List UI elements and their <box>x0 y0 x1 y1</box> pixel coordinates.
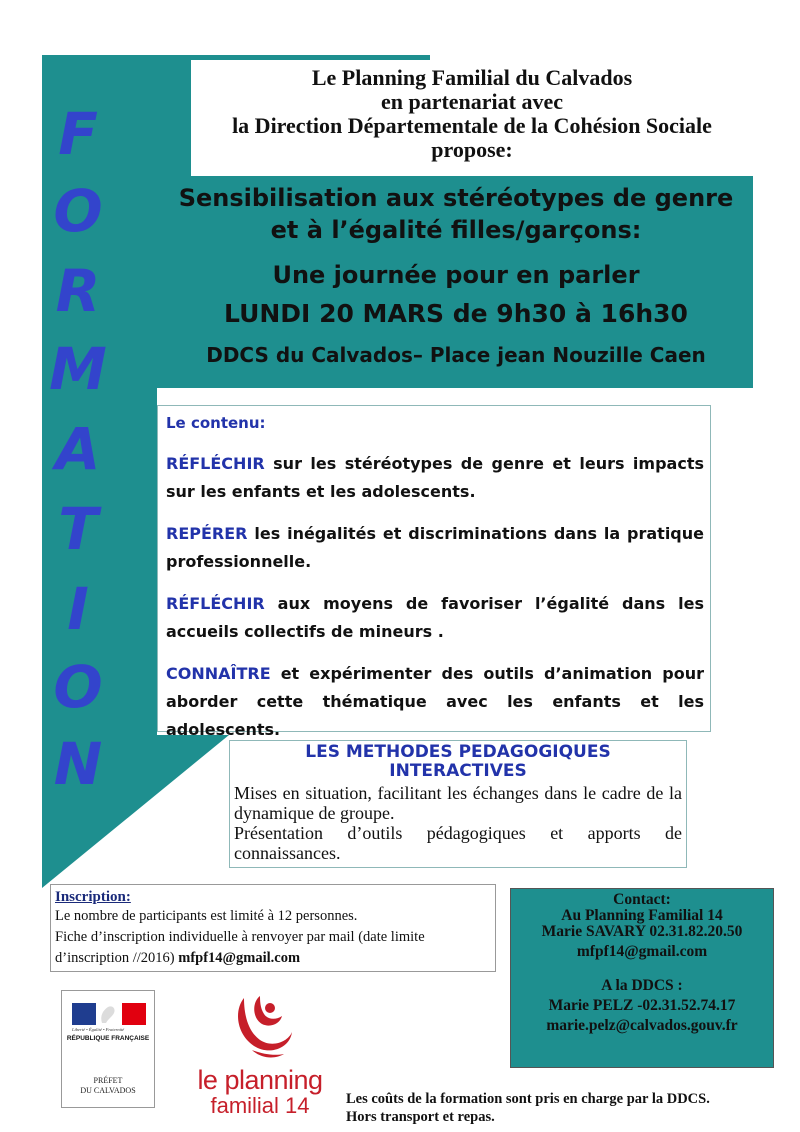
content-box <box>157 405 711 739</box>
content-keyword: RÉFLÉCHIR <box>166 454 265 473</box>
letter-i: I <box>67 575 89 643</box>
event-place: DDCS du Calvados– Place jean Nouzille Caen <box>206 343 706 367</box>
republic-tagline: Liberté • Égalité • Fraternité <box>72 1027 125 1032</box>
footer-line-1: Les coûts de la formation sont pris en charge par la DDCS. <box>346 1091 710 1107</box>
content-heading: Le contenu: <box>166 414 266 432</box>
planning-familial-swirl-icon <box>230 990 294 1064</box>
contact-email-2[interactable]: marie.pelz@calvados.gouv.fr <box>546 1017 738 1034</box>
content-item <box>166 450 704 506</box>
header-line-1: Le Planning Familial du Calvados <box>311 65 633 90</box>
methods-box <box>229 740 687 868</box>
content-item <box>166 520 704 576</box>
methods-title-2: INTERACTIVES <box>389 761 527 781</box>
content-text: sur les stéréotypes de genre et leurs impacts sur les enfants et les adolescents. <box>166 454 704 501</box>
methods-text-1: Mises en situation, facilitant les échanges dans le cadre de la dynamique de groupe. <box>234 783 682 823</box>
footer-line-2: Hors transport et repas. <box>346 1109 495 1125</box>
header-box <box>191 60 753 176</box>
letter-o-2: O <box>53 653 103 721</box>
letter-a: A <box>55 415 101 483</box>
contact-box <box>510 888 774 1068</box>
contact-person-1: Marie SAVARY 02.31.82.20.50 <box>541 923 743 940</box>
inscription-line-2 <box>55 927 491 969</box>
content-text: les inégalités et discriminations dans la pratique professionnelle. <box>166 524 704 571</box>
letter-m: M <box>49 335 107 403</box>
inscription-box <box>50 884 496 972</box>
contact-email-1[interactable]: mfpf14@gmail.com <box>576 943 708 960</box>
content-text: aux moyens de favoriser l’égalité dans les accueils collectifs de mineurs . <box>166 594 704 641</box>
inscription-line-1: Le nombre de participants est limité à 12 personnes. <box>55 908 358 924</box>
contact-org-2: A la DDCS : <box>601 977 683 994</box>
letter-o: O <box>53 177 103 245</box>
marianne-flag-icon <box>72 1003 146 1025</box>
letter-f: F <box>58 100 98 168</box>
contact-person-2: Marie PELZ -02.31.52.74.17 <box>548 997 736 1014</box>
content-keyword: REPÉRER <box>166 524 248 543</box>
republique-francaise-logo <box>61 990 155 1108</box>
letter-t: T <box>58 495 98 563</box>
prefet-line-1: PRÉFET <box>93 1076 123 1085</box>
content-keyword: RÉFLÉCHIR <box>166 594 265 613</box>
letter-n: N <box>53 730 103 798</box>
content-keyword: CONNAÎTRE <box>166 664 271 683</box>
event-info <box>160 178 752 388</box>
methods-text-2: Présentation d’outils pédagogiques et apports de connaissances. <box>234 823 682 863</box>
content-item <box>166 590 704 646</box>
letter-r: R <box>55 257 101 325</box>
prefet-label <box>66 1076 150 1096</box>
event-subtitle: Une journée pour en parler <box>272 261 640 289</box>
methods-title-1: LES METHODES PEDAGOGIQUES <box>305 742 611 762</box>
content-text: et expérimenter des outils d’animation pour aborder cette thématique avec les enfants et les adolescents. <box>166 664 704 739</box>
contact-title: Contact: <box>613 891 671 908</box>
event-title-2: et à l’égalité filles/garçons: <box>270 216 642 244</box>
inscription-text: Fiche d’inscription individuelle à renvoyer par mail (date limite d’inscription //2016) <box>55 929 425 966</box>
event-date: LUNDI 20 MARS de 9h30 à 16h30 <box>224 299 688 328</box>
footer-note <box>346 1090 786 1126</box>
logo-text-planning: le planning <box>197 1065 323 1095</box>
header-line-4: propose: <box>431 137 513 162</box>
content-item <box>166 660 704 744</box>
inscription-title: Inscription: <box>55 889 131 905</box>
contact-org-1: Au Planning Familial 14 <box>561 907 723 924</box>
header-line-2: en partenariat avec <box>380 89 564 114</box>
republic-name: RÉPUBLIQUE FRANÇAISE <box>66 1035 150 1042</box>
logo-text-familial: familial 14 <box>210 1093 310 1118</box>
prefet-line-2: DU CALVADOS <box>80 1086 136 1095</box>
event-title-1: Sensibilisation aux stéréotypes de genre <box>178 184 734 212</box>
inscription-email-link[interactable]: mfpf14@gmail.com <box>178 950 301 966</box>
header-line-3: la Direction Départementale de la Cohésion Sociale <box>232 113 712 138</box>
